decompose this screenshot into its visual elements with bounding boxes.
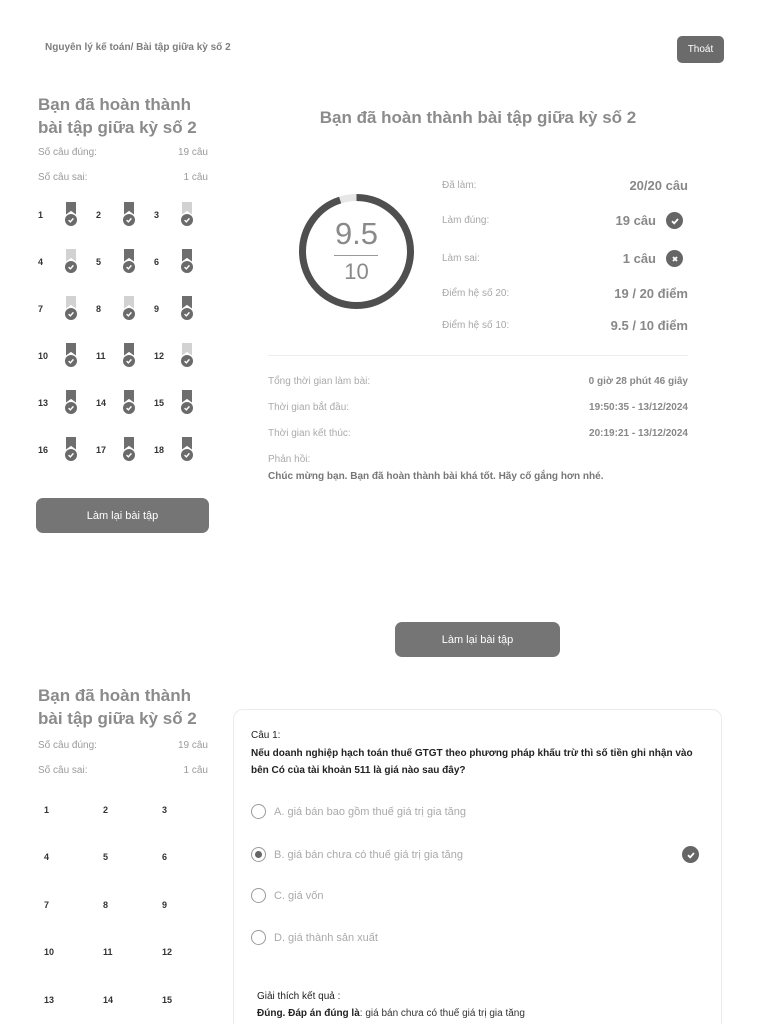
review-question-nav-item[interactable] <box>44 834 103 882</box>
divider <box>268 355 688 356</box>
start-time-value: 19:50:35 - 13/12/2024 <box>589 402 688 413</box>
bookmark-icon <box>124 390 134 403</box>
done-value: 20/20 câu <box>629 178 688 193</box>
total-time-label: Tổng thời gian làm bài: <box>268 376 371 387</box>
option-a[interactable] <box>251 804 466 819</box>
bookmark-icon <box>182 202 192 215</box>
bookmark-icon <box>182 437 192 450</box>
question-status <box>122 202 136 228</box>
feedback-text: Chúc mừng bạn. Bạn đã hoàn thành bài khá tốt. Hãy cố gắng hơn nhé. <box>268 471 604 482</box>
question-text: Nếu doanh nghiệp hạch toán thuế GTGT theo phương pháp khấu trừ thì số tiền ghi nhận vào bên Có của tài khoản 511 là giá nào sau đây? <box>251 748 693 776</box>
check-icon <box>123 355 135 367</box>
check-icon <box>65 449 77 461</box>
question-nav-number: 17 <box>96 444 107 455</box>
option-d[interactable] <box>251 930 378 945</box>
question-nav-item[interactable] <box>154 426 212 461</box>
review-wrong-label: Số câu sai: <box>38 765 88 776</box>
question-nav-number: 16 <box>38 444 49 455</box>
review-question-nav-number: 11 <box>103 947 113 958</box>
bookmark-icon <box>182 390 192 403</box>
x-circle-icon <box>666 250 683 267</box>
bookmark-icon <box>66 437 76 450</box>
bookmark-icon <box>182 343 192 356</box>
bookmark-icon <box>66 390 76 403</box>
check-icon <box>123 308 135 320</box>
review-question-nav-number: 6 <box>162 852 168 863</box>
check-icon <box>65 261 77 273</box>
bookmark-icon <box>182 249 192 262</box>
exit-button[interactable]: Thoát <box>677 36 724 63</box>
review-question-nav-number: 3 <box>162 804 168 815</box>
review-question-nav-number: 8 <box>103 899 109 910</box>
question-status <box>180 296 194 322</box>
score10-value: 9.5 / 10 điểm <box>610 318 688 333</box>
wrong-count-value: 1 câu <box>183 172 208 183</box>
review-question-nav <box>44 786 214 1024</box>
start-time-row <box>268 402 688 413</box>
bookmark-icon <box>66 249 76 262</box>
question-nav-item[interactable] <box>38 379 96 426</box>
review-question-nav-item[interactable] <box>103 976 162 1024</box>
question-number: Câu 1: <box>251 730 281 741</box>
check-icon <box>181 449 193 461</box>
question-nav-number: 8 <box>96 303 102 314</box>
review-question-grid <box>44 786 214 1024</box>
result-row-correct <box>442 212 688 229</box>
question-nav-item[interactable] <box>96 332 154 379</box>
question-status <box>122 437 136 462</box>
radio-b[interactable] <box>251 847 266 862</box>
result-row-done <box>442 178 688 193</box>
check-icon <box>65 402 77 414</box>
review-question-nav-number: 12 <box>162 947 173 958</box>
end-time-value: 20:19:21 - 13/12/2024 <box>589 428 688 439</box>
review-correct-label: Số câu đúng: <box>38 740 97 751</box>
total-time-value: 0 giờ 28 phút 46 giây <box>588 376 688 387</box>
check-icon <box>123 261 135 273</box>
sidebar-title-line1: Bạn đã hoàn thành <box>38 95 191 114</box>
question-nav-number: 5 <box>96 256 102 267</box>
correct-count-value: 19 câu <box>177 147 208 158</box>
question-nav <box>38 191 214 461</box>
bookmark-icon <box>182 296 192 309</box>
review-question-nav-item[interactable] <box>103 834 162 882</box>
review-question-nav-number: 9 <box>162 899 168 910</box>
bookmark-icon <box>66 296 76 309</box>
question-status <box>64 343 78 369</box>
question-nav-item[interactable] <box>96 191 154 238</box>
option-c[interactable] <box>251 888 324 903</box>
result-row-wrong <box>442 250 688 267</box>
question-nav-number: 10 <box>38 350 49 361</box>
bookmark-icon <box>66 202 76 215</box>
review-question-nav-number: 4 <box>44 852 50 863</box>
correct-value: 19 câu <box>615 213 656 228</box>
score-divider <box>334 255 378 256</box>
review-question-nav-item[interactable] <box>162 881 221 929</box>
review-correct-value: 19 câu <box>177 740 208 751</box>
check-icon <box>123 402 135 414</box>
wrong-value: 1 câu <box>622 251 656 266</box>
review-question-nav-number: 15 <box>162 994 173 1005</box>
review-title-line1: Bạn đã hoàn thành <box>38 686 191 705</box>
option-b-label: B. giá bán chưa có thuế giá trị gia tăng <box>274 848 463 861</box>
question-status <box>122 249 136 275</box>
result-row-score20 <box>442 286 688 301</box>
question-nav-item[interactable] <box>96 379 154 426</box>
review-question-nav-number: 13 <box>44 994 55 1005</box>
question-nav-item[interactable] <box>96 426 154 461</box>
breadcrumb[interactable]: Nguyên lý kế toán/ Bài tập giữa kỳ số 2 <box>45 42 231 53</box>
explanation-label: Giải thích kết quả : <box>257 991 341 1002</box>
review-question-nav-number: 1 <box>44 804 50 815</box>
question-nav-number: 3 <box>154 209 160 220</box>
question-nav-number: 18 <box>154 444 165 455</box>
check-icon <box>181 214 193 226</box>
bookmark-icon <box>124 437 134 450</box>
check-circle-icon <box>666 212 683 229</box>
review-question-nav-item[interactable] <box>103 786 162 834</box>
question-nav-number: 6 <box>154 256 160 267</box>
bookmark-icon <box>124 343 134 356</box>
review-question-nav-item[interactable] <box>162 786 221 834</box>
wrong-count-row <box>38 172 208 183</box>
score20-value: 19 / 20 điểm <box>614 286 688 301</box>
review-question-nav-item[interactable] <box>162 834 221 882</box>
question-status <box>180 343 194 369</box>
review-question-nav-item[interactable] <box>44 881 103 929</box>
check-icon <box>181 402 193 414</box>
review-question-nav-item[interactable] <box>162 929 221 977</box>
question-status <box>64 202 78 228</box>
total-time-row <box>268 376 688 387</box>
question-nav-number: 7 <box>38 303 44 314</box>
review-question-nav-number: 14 <box>103 994 114 1005</box>
question-nav-item[interactable] <box>96 238 154 285</box>
question-status <box>180 249 194 275</box>
question-nav-item[interactable] <box>96 285 154 332</box>
review-wrong-row <box>38 765 208 776</box>
review-question-nav-item[interactable] <box>103 929 162 977</box>
check-icon <box>181 261 193 273</box>
review-question-nav-item[interactable] <box>44 786 103 834</box>
correct-label: Làm đúng: <box>442 215 490 226</box>
review-question-nav-number: 10 <box>44 947 55 958</box>
question-nav-number: 12 <box>154 350 165 361</box>
correct-count-label: Số câu đúng: <box>38 147 97 158</box>
result-row-score10 <box>442 318 688 333</box>
question-status <box>180 202 194 228</box>
done-label: Đã làm: <box>442 180 477 191</box>
question-nav-number: 14 <box>96 397 107 408</box>
question-nav-number: 11 <box>96 350 106 361</box>
correct-count-row <box>38 147 208 158</box>
question-nav-number: 15 <box>154 397 165 408</box>
retry-button-sidebar[interactable]: Làm lại bài tập <box>36 498 209 533</box>
option-d-label: D. giá thành sản xuất <box>274 931 378 944</box>
review-question-nav-item[interactable] <box>44 976 103 1024</box>
question-nav-number: 4 <box>38 256 44 267</box>
correct-check-icon <box>682 846 699 863</box>
score20-label: Điểm hệ số 20: <box>442 288 510 299</box>
question-status <box>64 437 78 462</box>
check-icon <box>65 355 77 367</box>
question-nav-item[interactable] <box>38 238 96 285</box>
option-c-label: C. giá vốn <box>274 889 324 902</box>
review-question-nav-item[interactable] <box>162 976 221 1024</box>
review-question-nav-number: 7 <box>44 899 50 910</box>
review-title-line2: bài tập giữa kỳ số 2 <box>38 709 197 728</box>
wrong-count-label: Số câu sai: <box>38 172 88 183</box>
question-nav-item[interactable] <box>38 332 96 379</box>
end-time-label: Thời gian kết thúc: <box>268 428 351 439</box>
bookmark-icon <box>124 202 134 215</box>
bookmark-icon <box>124 249 134 262</box>
question-status <box>122 343 136 369</box>
check-icon <box>181 355 193 367</box>
question-status <box>180 390 194 416</box>
question-nav-item[interactable] <box>38 426 96 461</box>
question-status <box>64 249 78 275</box>
bookmark-icon <box>66 343 76 356</box>
check-icon <box>181 308 193 320</box>
score10-label: Điểm hệ số 10: <box>442 320 510 331</box>
review-question-nav-item[interactable] <box>103 881 162 929</box>
wrong-label: Làm sai: <box>442 253 480 264</box>
retry-button-center[interactable]: Làm lại bài tập <box>395 622 560 657</box>
review-question-nav-number: 2 <box>103 804 109 815</box>
radio-c[interactable] <box>251 888 266 903</box>
option-b[interactable] <box>251 846 699 863</box>
radio-d[interactable] <box>251 930 266 945</box>
explanation-answer: : giá bán chưa có thuế giá trị gia tăng <box>359 1008 525 1019</box>
question-status <box>122 296 136 322</box>
question-nav-item[interactable] <box>154 379 212 426</box>
review-question-nav-number: 5 <box>103 852 109 863</box>
review-wrong-value: 1 câu <box>183 765 208 776</box>
question-nav-item[interactable] <box>154 285 212 332</box>
sidebar-title-line2: bài tập giữa kỳ số 2 <box>38 118 197 137</box>
question-nav-item[interactable] <box>38 285 96 332</box>
check-icon <box>65 308 77 320</box>
question-status <box>122 390 136 416</box>
question-nav-number: 9 <box>154 303 160 314</box>
explanation-text <box>257 1008 525 1019</box>
question-nav-item[interactable] <box>38 191 96 238</box>
question-nav-item[interactable] <box>154 191 212 238</box>
feedback-label: Phản hồi: <box>268 454 311 465</box>
bookmark-icon <box>124 296 134 309</box>
sidebar-title <box>38 93 197 139</box>
question-nav-item[interactable] <box>154 332 212 379</box>
review-correct-row <box>38 740 208 751</box>
question-grid <box>38 191 214 461</box>
question-status <box>180 437 194 462</box>
check-icon <box>123 214 135 226</box>
radio-a[interactable] <box>251 804 266 819</box>
review-sidebar-title <box>38 684 197 730</box>
question-status <box>64 296 78 322</box>
question-nav-number: 13 <box>38 397 49 408</box>
question-status <box>64 390 78 416</box>
score-max: 10 <box>344 259 369 284</box>
question-nav-number: 1 <box>38 209 44 220</box>
end-time-row <box>268 428 688 439</box>
start-time-label: Thời gian bắt đầu: <box>268 402 350 413</box>
result-title: Bạn đã hoàn thành bài tập giữa kỳ số 2 <box>319 108 637 127</box>
option-a-label: A. giá bán bao gồm thuế giá trị gia tăng <box>274 805 467 818</box>
score-value: 9.5 <box>334 216 379 251</box>
question-nav-item[interactable] <box>154 238 212 285</box>
explanation-prefix: Đúng. Đáp án đúng là <box>257 1008 360 1019</box>
review-question-nav-item[interactable] <box>44 929 103 977</box>
check-icon <box>65 214 77 226</box>
question-nav-number: 2 <box>96 209 102 220</box>
check-icon <box>123 449 135 461</box>
